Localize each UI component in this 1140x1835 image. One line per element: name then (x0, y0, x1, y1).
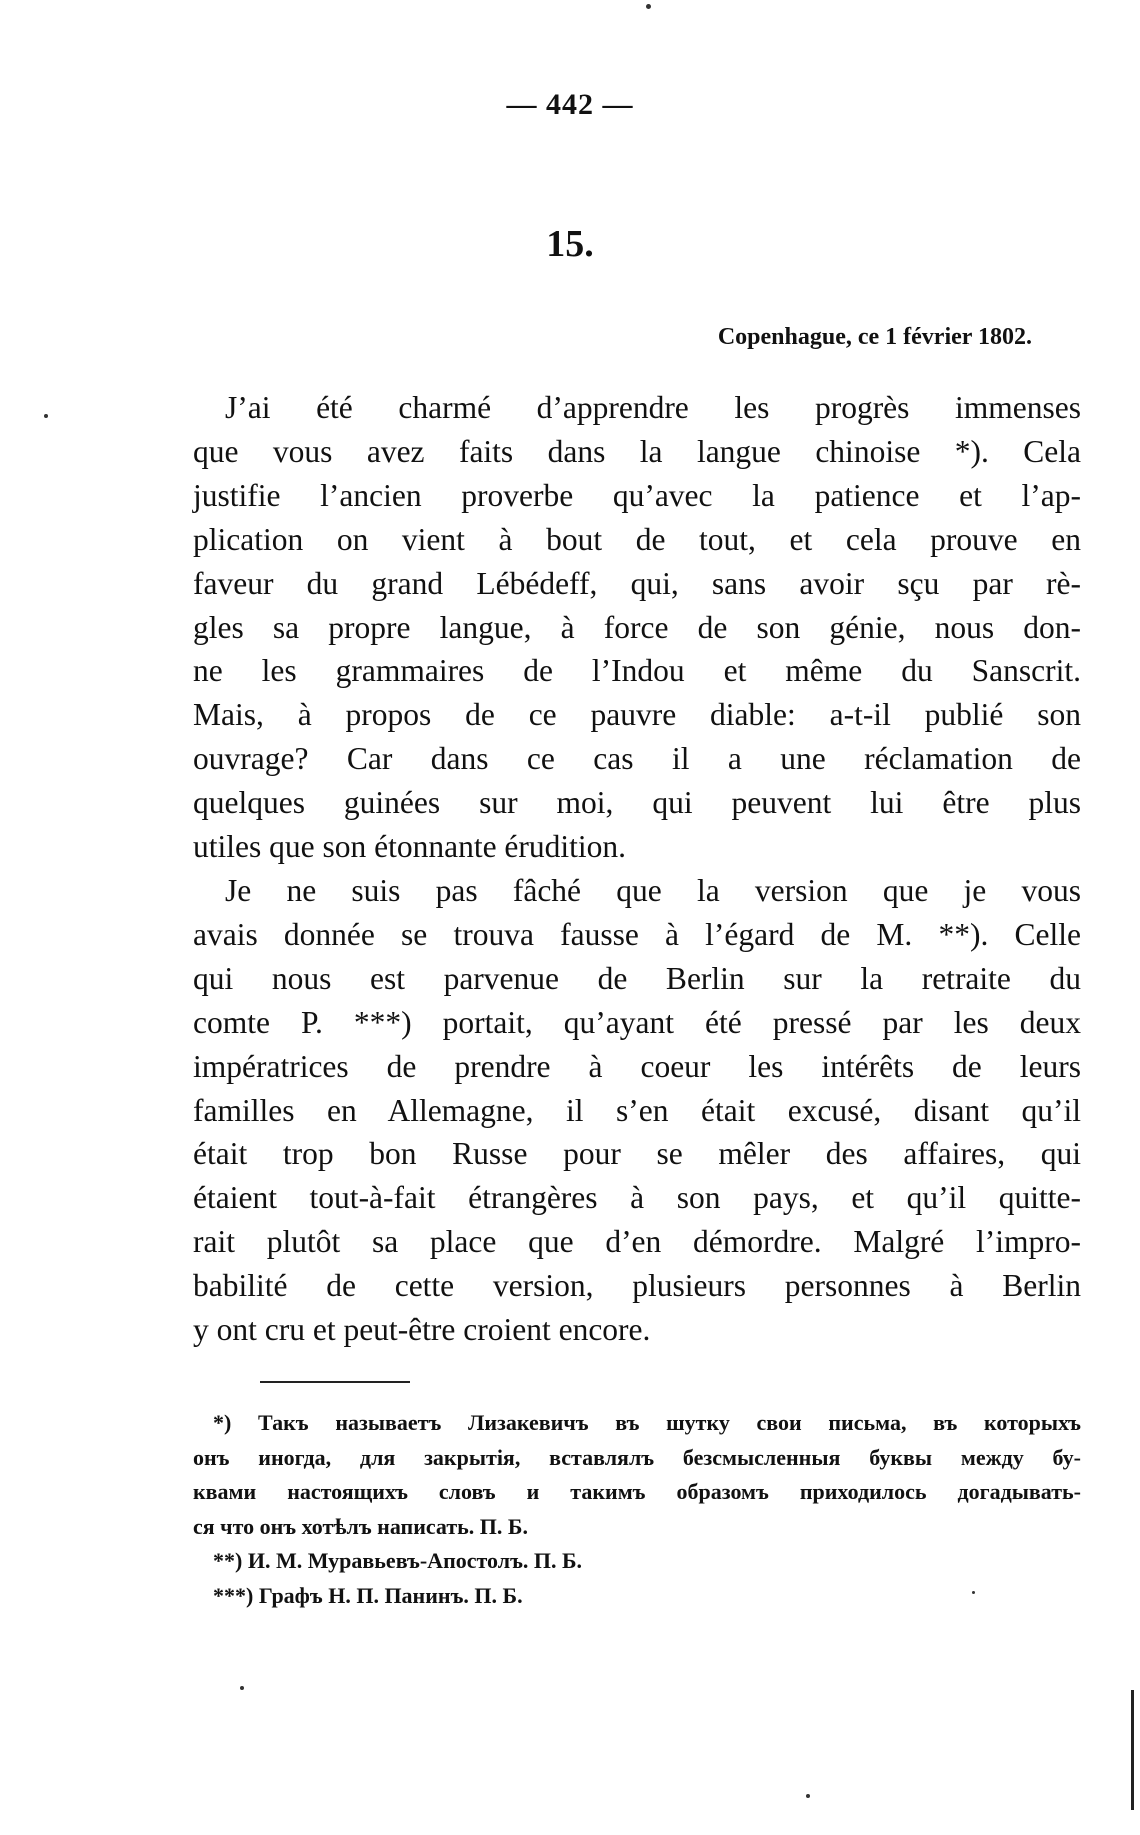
body-line: Mais, à propos de ce pauvre diable: a-t-il publié son (193, 697, 1081, 733)
body-line: ne les grammaires de l’Indou et même du Sanscrit. (193, 653, 1081, 689)
footnote-line: **) И. М. Муравьевъ-Апостолъ. П. Б. (213, 1548, 583, 1573)
body-line: justifie l’ancien proverbe qu’avec la patience et l’ap- (193, 477, 1081, 513)
footnote-rule (260, 1381, 410, 1383)
letter-number: 15. (546, 223, 594, 265)
body-line: rait plutôt sa place que d’en démordre. Malgré l’impro- (193, 1224, 1081, 1260)
footnote-line: квами настоящихъ словъ и такимъ образомъ приходилось догадывать- (193, 1479, 1081, 1504)
footnotes (193, 1406, 1081, 1613)
body-line: y ont cru et peut-être croient encore. (193, 1312, 651, 1348)
body-line: plication on vient à bout de tout, et cela prouve en (193, 521, 1081, 557)
edge-mark (1131, 1690, 1134, 1810)
body-line: gles sa propre langue, à force de son génie, nous don- (193, 609, 1081, 645)
body-line: Je ne suis pas fâché que la version que je vous (225, 872, 1081, 908)
body-line: que vous avez faits dans la langue chinoise *). Cela (193, 433, 1081, 469)
body-line: étaient tout-à-fait étrangères à son pays, et qu’il quitte- (193, 1180, 1081, 1216)
body-line: était trop bon Russe pour se mêler des affaires, qui (193, 1136, 1081, 1172)
page-number: — 442 — (506, 88, 634, 121)
footnote-line: онъ иногда, для закрытія, вставлялъ безсмысленныя буквы между бу- (193, 1444, 1081, 1470)
footnote-line: ся что онъ хотѣлъ написать. П. Б. (193, 1513, 528, 1539)
body-line: utiles que son étonnante érudition. (193, 829, 627, 865)
footnote-line: *) Такъ называетъ Лизакевичъ въ шутку свои письма, въ которыхъ (213, 1410, 1081, 1435)
body-line: avais donnée se trouva fausse à l’égard de M. **). Celle (193, 916, 1081, 952)
dateline: Copenhague, ce 1 février 1802. (717, 324, 1032, 350)
body-line: ouvrage? Car dans ce cas il a une réclamation de (193, 741, 1081, 777)
body-line: impératrices de prendre à coeur les intérêts de leurs (193, 1048, 1081, 1084)
footnote-line: ***) Графъ Н. П. Панинъ. П. Б. (213, 1582, 523, 1608)
body-line: qui nous est parvenue de Berlin sur la retraite du (193, 960, 1081, 996)
scan-speck (806, 1794, 810, 1798)
body-line: babilité de cette version, plusieurs personnes à Berlin (193, 1268, 1081, 1304)
body-line: familles en Allemagne, il s’en était excusé, disant qu’il (193, 1092, 1081, 1128)
scan-speck (240, 1686, 244, 1690)
body-line: faveur du grand Lébédeff, qui, sans avoir sçu par rè- (193, 565, 1081, 601)
body-line: comte P. ***) portait, qu’ayant été pressé par les deux (193, 1004, 1081, 1040)
body-line: J’ai été charmé d’apprendre les progrès immenses (225, 390, 1081, 425)
scan-speck (972, 1591, 975, 1594)
scan-speck (44, 414, 48, 418)
letter-body (193, 386, 1081, 1352)
scan-speck (646, 4, 651, 9)
body-line: quelques guinées sur moi, qui peuvent lui être plus (193, 785, 1081, 821)
